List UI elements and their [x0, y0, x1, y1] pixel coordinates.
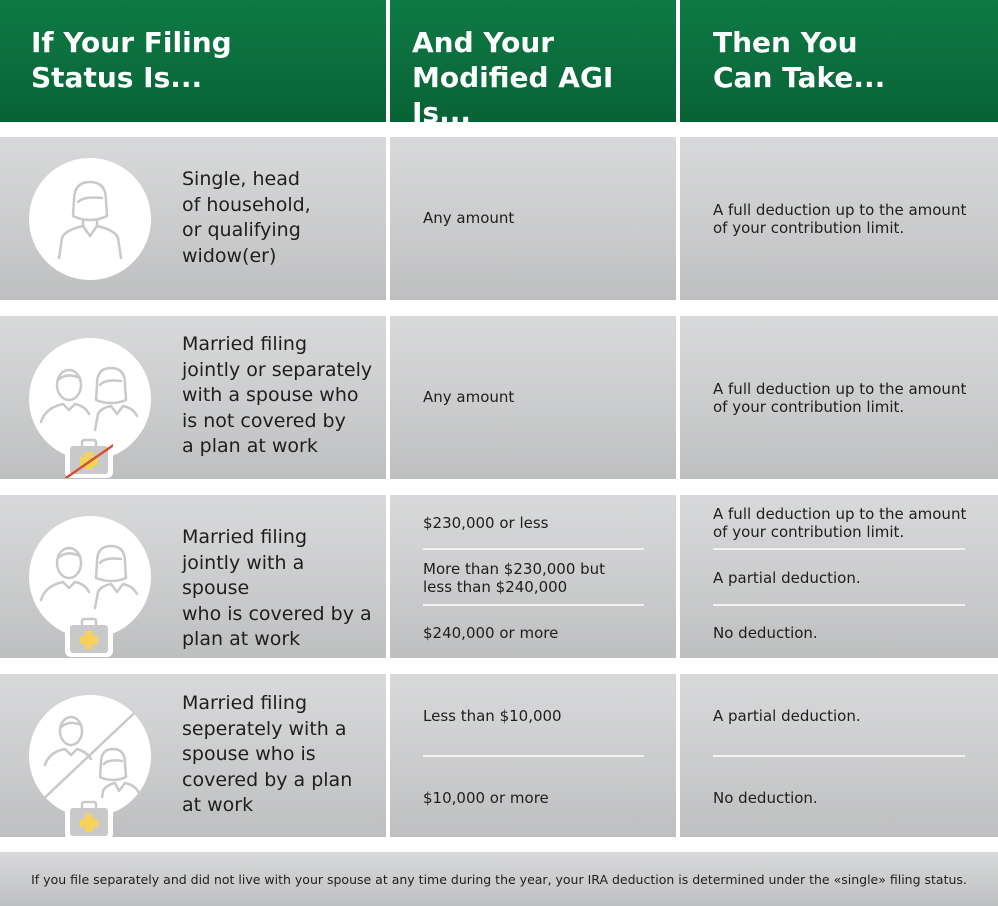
single-person-icon [29, 158, 151, 280]
header-filing-status-line2: Status Is... [31, 61, 203, 94]
row-3-agi-text-2: More than $230,000 but less than $240,000 [423, 560, 606, 596]
footer-note: If you file separately and did not live with your spouse at any time during the year, your IRA deduction is determined under the «single» filing status. [31, 872, 967, 887]
header-deduction-line2: Can Take... [713, 61, 886, 94]
row-2-status-text [182, 332, 377, 460]
retirement-plan-badge-crossed [65, 436, 113, 478]
header-deduction-line1: Then You [713, 26, 858, 59]
row-2-status-line: is not covered by [182, 409, 346, 432]
row-1-agi-text: Any amount [423, 209, 515, 227]
row-2-status-line: Married filing [182, 333, 308, 355]
row-4-status-line: at work [182, 794, 254, 816]
header-modified-agi-line1: And Your [412, 26, 555, 59]
row-4-deduction-text-2: No deduction. [713, 789, 818, 807]
row-3-agi-divider [423, 548, 644, 550]
row-1-status-line: of household, [182, 193, 311, 216]
row-3-status-text [182, 525, 377, 653]
header-deduction [680, 0, 998, 122]
row-1-status-line: widow(er) [182, 244, 277, 267]
row-3-status-line: jointly with a spouse [182, 551, 305, 599]
row-3-deduction-text-1: A full deduction up to the amount of your contribution limit. [713, 505, 967, 541]
row-3-deduction-text-3: No deduction. [713, 624, 818, 642]
row-2-agi-text: Any amount [423, 388, 515, 406]
row-1-deduction-text: A full deduction up to the amount of your contribution limit. [713, 201, 967, 237]
row-4-deduction-text-1: A partial deduction. [713, 707, 861, 725]
row-3-status-line: who is covered by a [182, 602, 372, 625]
header-filing-status-line1: If Your Filing [31, 26, 232, 59]
row-4-status-line: seperately with a [182, 717, 347, 740]
row-3-deduction-text-2: A partial deduction. [713, 569, 861, 587]
row-2-status-line: with a spouse who [182, 384, 359, 406]
row-1-status-line: Single, head [182, 168, 300, 190]
row-3-deduction-divider [713, 604, 965, 606]
row-4-status-text [182, 691, 377, 819]
retirement-plan-badge [65, 615, 113, 657]
row-3-agi-text-3: $240,000 or more [423, 624, 559, 642]
retirement-plan-badge [65, 798, 113, 840]
row-3-agi-text-1: $230,000 or less [423, 514, 549, 532]
row-1-status-line: or qualifying [182, 219, 301, 241]
row-4-status-line: Married filing [182, 692, 308, 714]
row-2-status-line: a plan at work [182, 435, 318, 457]
row-4-status-line: covered by a plan [182, 768, 353, 791]
row-4-agi-divider [423, 755, 644, 757]
row-1-status-text [182, 167, 377, 269]
row-3-status-line: Married filing [182, 526, 308, 548]
row-4-status-line: spouse who is [182, 743, 316, 765]
row-2-status-line: jointly or separately [182, 358, 373, 381]
row-3-status-line: plan at work [182, 628, 301, 650]
row-3-deduction-divider [713, 548, 965, 550]
row-4-agi-text-2: $10,000 or more [423, 789, 549, 807]
header-modified-agi [390, 0, 676, 129]
row-4-deduction-divider [713, 755, 965, 757]
row-3-agi-divider [423, 604, 644, 606]
row-4-agi-text-1: Less than $10,000 [423, 707, 562, 725]
header-filing-status [0, 0, 386, 122]
row-2-deduction-text: A full deduction up to the amount of your contribution limit. [713, 380, 967, 416]
header-modified-agi-line2: Modified AGI Is... [412, 61, 614, 129]
